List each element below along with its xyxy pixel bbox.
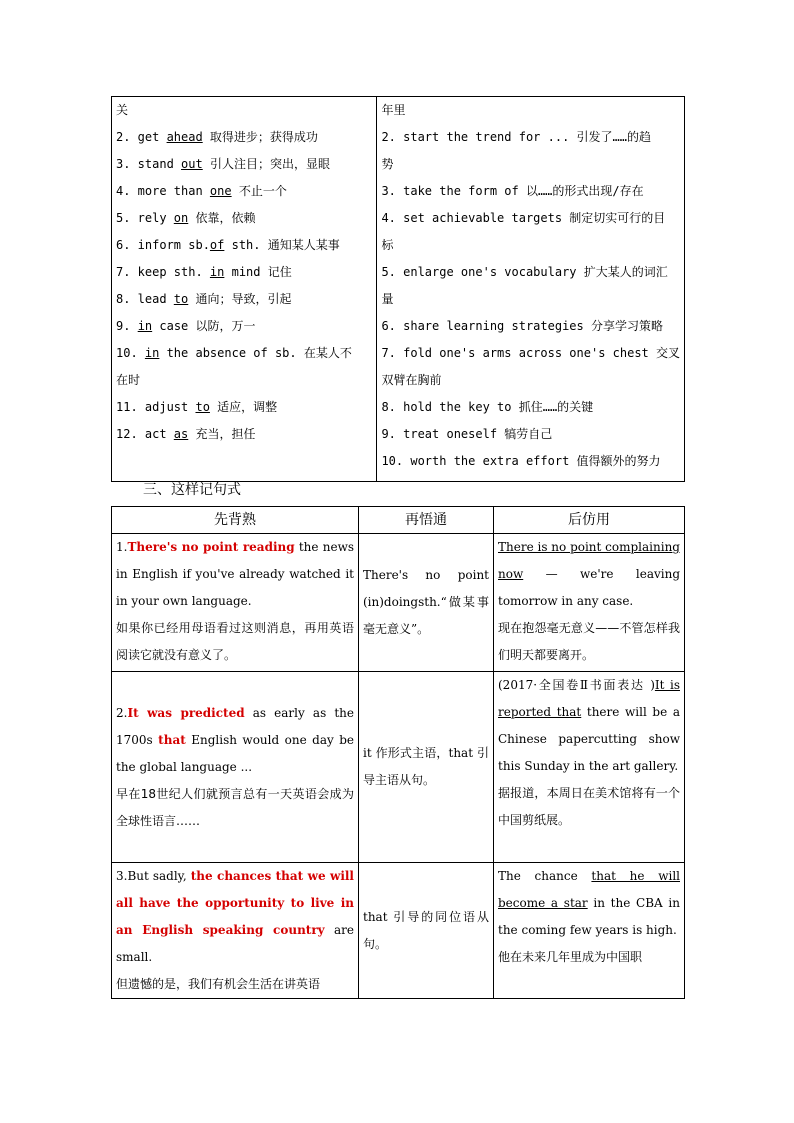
phrase-text: 4. more than — [116, 184, 210, 198]
key-pattern: the chances that we will all have the opportunity to live in an English speaking country — [116, 869, 354, 937]
phrase-item: 势 — [381, 157, 394, 171]
phrase-item: 双臂在胸前 — [381, 373, 442, 387]
sentence-text: — we're leaving tomorrow in any case. — [498, 567, 680, 608]
phrase-item: 标 — [381, 238, 394, 252]
sentence-text: 3.But sadly, — [116, 869, 191, 883]
phrase-text: 引人注目；突出，显眼 — [202, 157, 330, 171]
phrase-item: 9. treat oneself 犒劳自己 — [381, 427, 553, 441]
phrase-text: 9. — [116, 319, 138, 333]
phrase-item — [116, 205, 372, 232]
understand-cell — [359, 863, 494, 999]
imitate-cell — [494, 534, 685, 672]
understand-cell — [359, 672, 494, 863]
phrase-text: case 以防，万一 — [152, 319, 256, 333]
example-sentence — [116, 863, 354, 971]
sentence-text: are small. — [116, 923, 354, 964]
sentence-text: English would one day be the global language ... — [116, 732, 354, 774]
sentence-text: 1. — [116, 540, 128, 554]
sentence-translation: 早在18世纪人们就预言总有一天英语会成为全球性语言…… — [116, 786, 354, 828]
sentence-translation: 如果你已经用母语看过这则消息，再用英语阅读它就没有意义了。 — [116, 621, 354, 662]
sentence-text: the news in English if you've already watched it in your own language. — [116, 540, 354, 608]
phrase-item — [116, 421, 372, 448]
phrase-item — [116, 367, 372, 394]
phrase-item: 2. start the trend for ... 引发了……的趋 — [381, 130, 651, 144]
header-imitate: 后仿用 — [494, 507, 685, 534]
header-memorize: 先背熟 — [112, 507, 359, 534]
understand-text: that 引导的同位语从句。 — [363, 909, 489, 951]
imitation-translation: 据报道，本周日在美术馆将有一个中国剪纸展。 — [498, 786, 680, 827]
phrase-text: 在时 — [116, 373, 141, 387]
imitation-sentence — [498, 672, 680, 780]
key-pattern: It was predicted — [127, 705, 245, 720]
phrase-list-right — [377, 97, 685, 482]
phrase-text: 依靠，依赖 — [188, 211, 256, 225]
phrase-text: 3. stand — [116, 157, 182, 171]
phrase-item: 8. hold the key to 抓住……的关键 — [381, 400, 594, 414]
imitate-cell — [494, 672, 685, 863]
phrase-table — [111, 96, 685, 482]
sentence-translation: 但遗憾的是，我们有机会生活在讲英语 — [116, 977, 321, 991]
phrase-text: mind 记住 — [224, 265, 292, 279]
key-pattern: that — [158, 732, 186, 747]
phrase-blank-answer: as — [173, 427, 189, 441]
key-pattern: There's no point reading — [127, 540, 295, 554]
imitation-sentence — [498, 863, 680, 944]
phrase-text: 不止一个 — [231, 184, 287, 198]
phrase-text: 8. lead — [116, 292, 174, 306]
phrase-blank-answer: one — [209, 184, 232, 198]
example-sentence — [116, 534, 354, 615]
phrase-text: 12. act — [116, 427, 174, 441]
phrase-item — [116, 178, 372, 205]
phrase-text: 11. adjust — [116, 400, 196, 414]
phrase-item: 4. set achievable targets 制定切实可行的目 — [381, 211, 666, 225]
table-row — [112, 534, 685, 672]
phrase-text: 2. get — [116, 130, 167, 144]
imitation-sentence — [498, 534, 680, 615]
sentence-text: there will be a Chinese papercutting show this Sunday in the art gallery. — [498, 705, 680, 773]
table-row — [112, 863, 685, 999]
memorize-cell — [112, 863, 359, 999]
section-title: 三、这样记句式 — [143, 482, 241, 498]
sentence-text: as early as the 1700s — [116, 705, 354, 747]
understand-text: There's no point (in)doingsth.“做某事毫无意义”。 — [363, 568, 489, 636]
phrase-item — [116, 313, 372, 340]
phrase-text: 关 — [116, 103, 129, 117]
imitation-answer: It is reported that — [498, 678, 680, 719]
table-header-row — [112, 507, 685, 534]
phrase-item — [116, 232, 372, 259]
phrase-item — [116, 124, 372, 151]
phrase-list-left — [112, 97, 377, 482]
phrase-blank-answer: of — [209, 238, 225, 252]
phrase-item — [116, 340, 372, 367]
phrase-blank-answer: on — [173, 211, 189, 225]
phrase-text: the absence of sb. 在某人不 — [159, 346, 352, 360]
memorize-cell — [112, 534, 359, 672]
sentence-text: 2. — [116, 705, 128, 720]
phrase-item — [116, 151, 372, 178]
table-row — [112, 672, 685, 863]
phrase-item: 5. enlarge one's vocabulary 扩大某人的词汇 — [381, 265, 668, 279]
phrase-item — [116, 259, 372, 286]
header-understand: 再悟通 — [359, 507, 494, 534]
phrase-text: sth. 通知某人某事 — [224, 238, 340, 252]
phrase-blank-answer: to — [173, 292, 189, 306]
phrase-text: 7. keep sth. — [116, 265, 210, 279]
imitation-answer: There is no point complaining now — [498, 540, 680, 581]
sentence-text: (2017·全国卷Ⅱ书面表达 ) — [498, 678, 655, 692]
phrase-item — [116, 394, 372, 421]
memorize-cell — [112, 672, 359, 863]
sentence-text: in the CBA in the coming few years is high. — [498, 896, 680, 937]
understand-text: it 作形式主语，that 引导主语从句。 — [363, 746, 489, 787]
phrase-item — [116, 97, 372, 124]
phrase-item: 10. worth the extra effort 值得额外的努力 — [381, 454, 661, 468]
example-sentence — [116, 700, 354, 781]
phrase-blank-answer: to — [195, 400, 210, 414]
phrase-text: 10. — [116, 346, 145, 360]
phrase-text: 充当，担任 — [188, 427, 256, 441]
sentence-text: The chance — [498, 869, 592, 883]
phrase-text: 取得进步；获得成功 — [202, 130, 318, 144]
phrase-blank-answer: ahead — [166, 130, 203, 144]
phrase-item: 年里 — [381, 103, 406, 117]
sentence-pattern-table — [111, 506, 685, 999]
phrase-item: 6. share learning strategies 分享学习策略 — [381, 319, 663, 333]
phrase-blank-answer: out — [181, 157, 203, 171]
phrase-blank-answer: in — [209, 265, 225, 279]
imitation-answer: that he will become a star — [498, 869, 680, 910]
phrase-item: 3. take the form of 以……的形式出现/存在 — [381, 184, 644, 198]
imitation-translation: 现在抱怨毫无意义——不管怎样我们明天都要离开。 — [498, 621, 680, 662]
phrase-text: 通向；导致，引起 — [188, 292, 292, 306]
phrase-text: 5. rely — [116, 211, 174, 225]
phrase-text: 适应，调整 — [209, 400, 278, 414]
imitate-cell — [494, 863, 685, 999]
phrase-item — [116, 286, 372, 313]
phrase-item: 量 — [381, 292, 394, 306]
phrase-item: 7. fold one's arms across one's chest 交叉 — [381, 346, 680, 360]
phrase-text: 6. inform sb. — [116, 238, 210, 252]
understand-cell — [359, 534, 494, 672]
phrase-blank-answer: in — [137, 319, 153, 333]
phrase-blank-answer: in — [144, 346, 160, 360]
imitation-translation: 他在未来几年里成为中国职 — [498, 950, 643, 964]
